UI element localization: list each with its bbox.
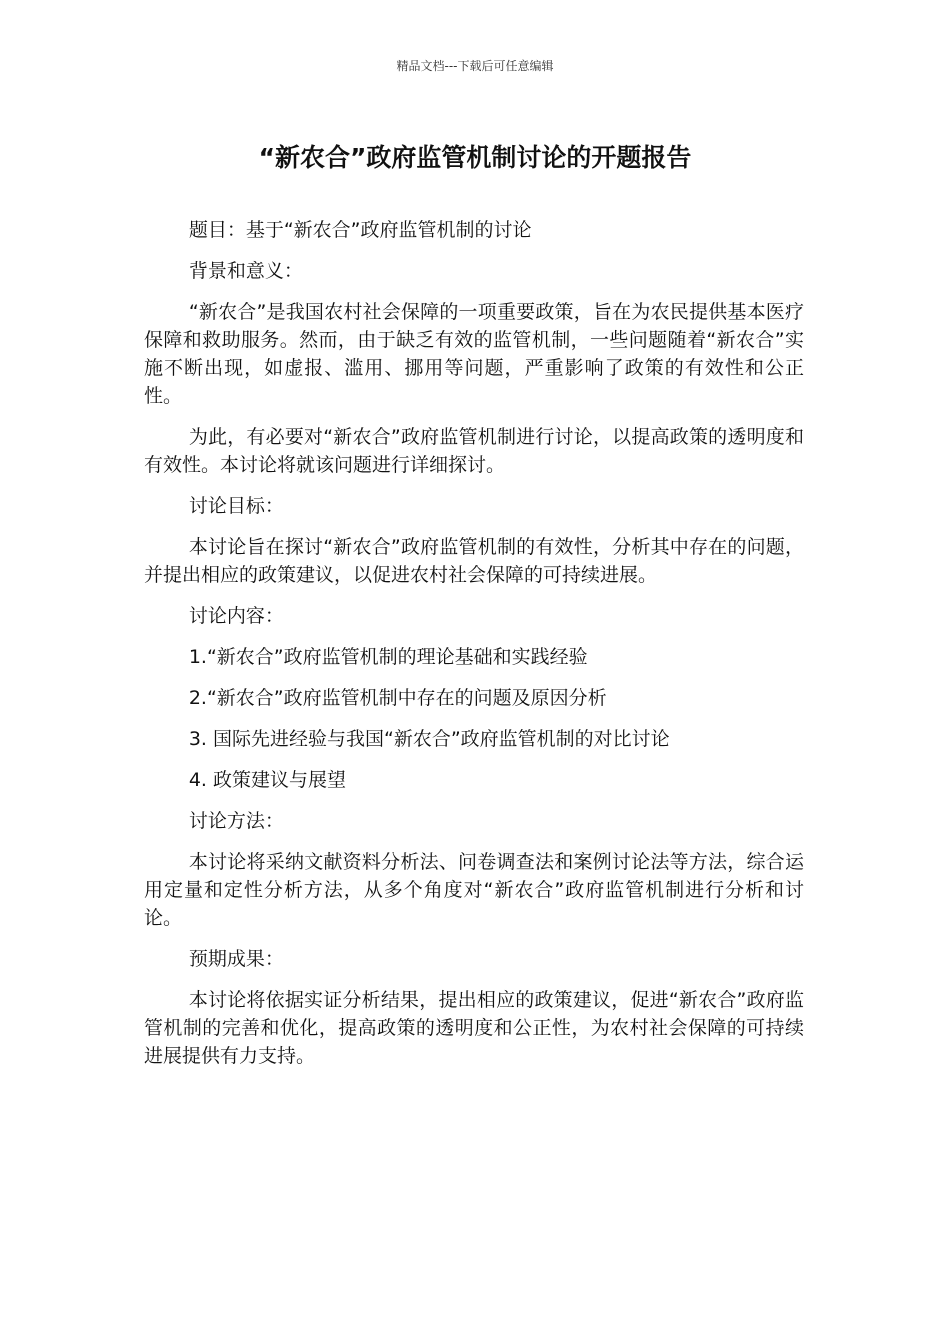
heading-content: 讨论内容： — [188, 605, 284, 627]
heading-expected-results: 预期成果： — [188, 948, 284, 970]
list-item-content-4: 4. 政策建议与展望 — [188, 769, 346, 791]
list-item-content-3: 3. 国际先进经验与我国“新农合”政府监管机制的对比讨论 — [188, 728, 670, 750]
paragraph-topic: 题目：基于“新农合”政府监管机制的讨论 — [188, 219, 532, 241]
paragraph-objectives: 本讨论旨在探讨“新农合”政府监管机制的有效性，分析其中存在的问题，并提出相应的政策建议，以促进农村社会保障的可持续进展。 — [144, 536, 804, 586]
heading-methods: 讨论方法： — [188, 810, 284, 832]
header-note: 精品文档---下载后可任意编辑 — [396, 59, 554, 73]
document-title: “新农合”政府监管机制讨论的开题报告 — [258, 143, 692, 172]
list-item-content-1: 1.“新农合”政府监管机制的理论基础和实践经验 — [188, 646, 588, 668]
paragraph-background: “新农合”是我国农村社会保障的一项重要政策，旨在为农民提供基本医疗保障和救助服务。然而，由于缺乏有效的监管机制，一些问题随着“新农合”实施不断出现，如虚报、滥用、挪用等问题，严重影响了政策的有效性和公正性。 — [144, 301, 804, 407]
paragraph-methods: 本讨论将采纳文献资料分析法、问卷调查法和案例讨论法等方法，综合运用定量和定性分析方法，从多个角度对“新农合”政府监管机制进行分析和讨论。 — [144, 851, 804, 929]
heading-objectives: 讨论目标： — [188, 495, 284, 517]
paragraph-necessity: 为此，有必要对“新农合”政府监管机制进行讨论，以提高政策的透明度和有效性。本讨论将就该问题进行详细探讨。 — [144, 426, 804, 476]
document-body — [144, 216, 804, 1083]
paragraph-expected-results: 本讨论将依据实证分析结果，提出相应的政策建议，促进“新农合”政府监管机制的完善和优化，提高政策的透明度和公正性，为农村社会保障的可持续进展提供有力支持。 — [144, 989, 804, 1067]
list-item-content-2: 2.“新农合”政府监管机制中存在的问题及原因分析 — [188, 687, 607, 709]
heading-background: 背景和意义： — [188, 260, 303, 282]
